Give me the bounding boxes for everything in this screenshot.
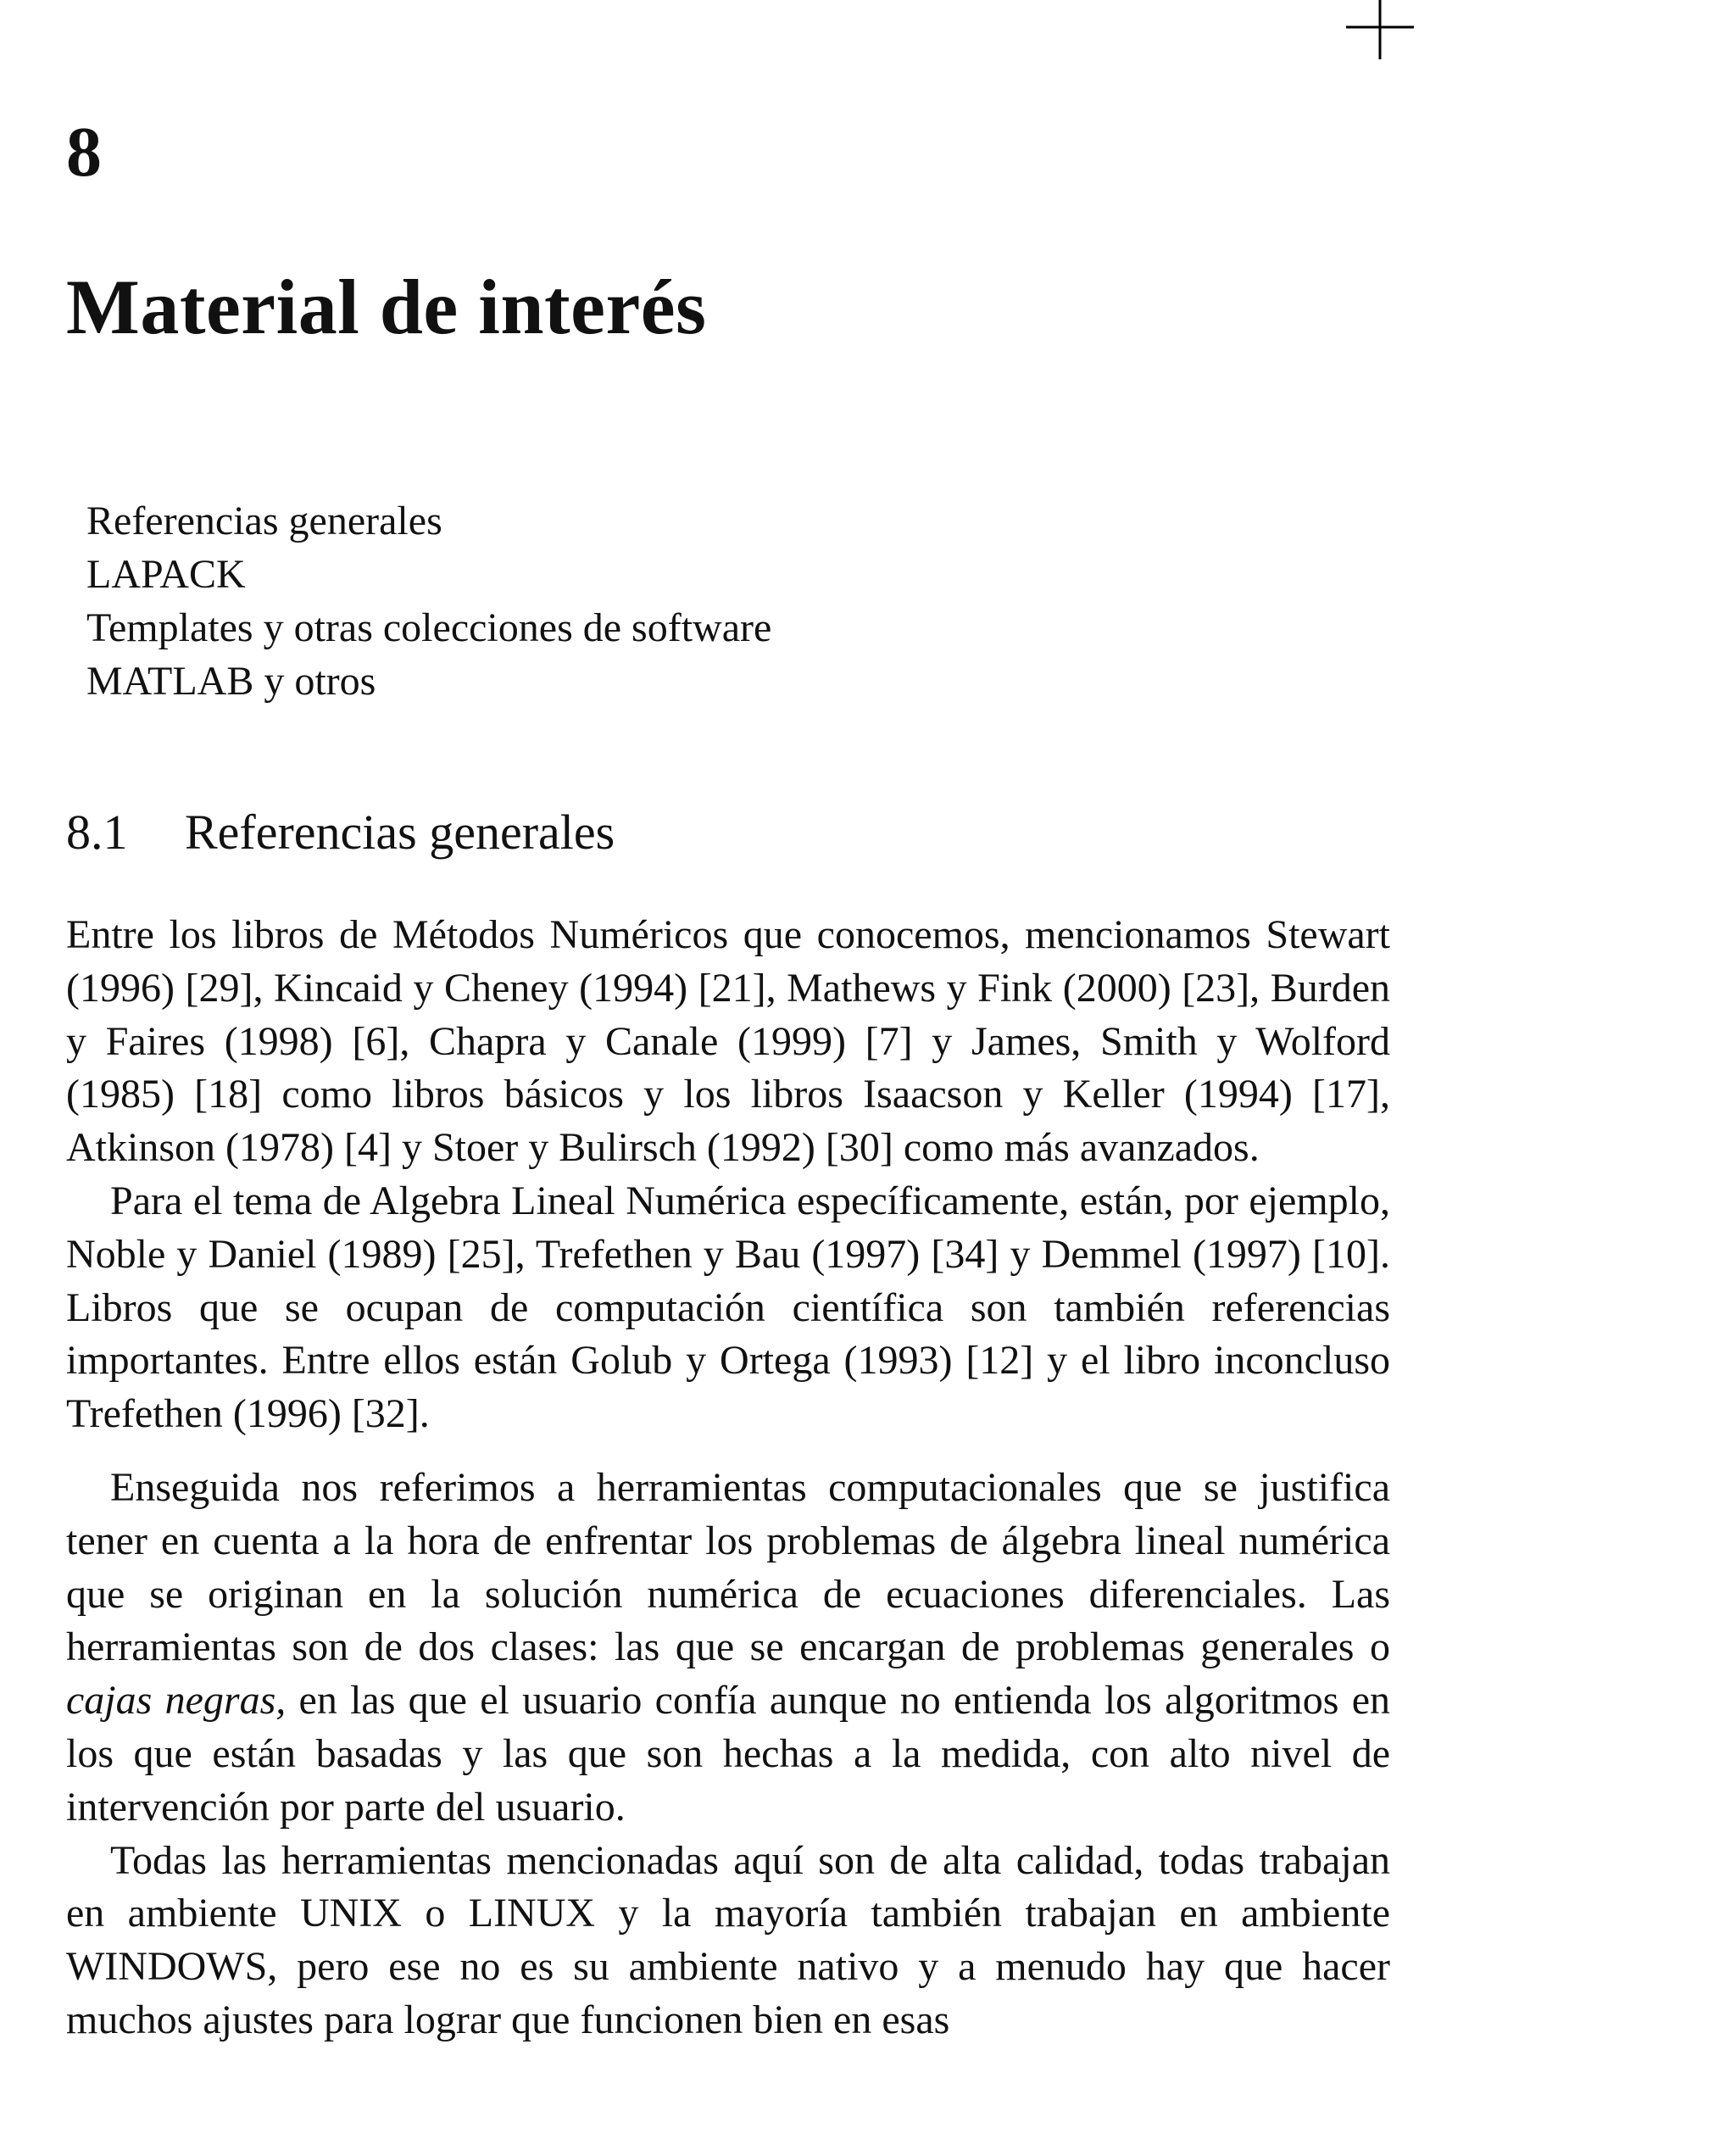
emphasis-text: cajas negras, <box>66 1678 287 1724</box>
chapter-contents-list <box>86 494 771 708</box>
chapter-title: Material de interés <box>66 264 707 350</box>
contents-item: LAPACK <box>86 552 246 597</box>
paragraph: Entre los libros de Métodos Numéricos que conocemos, mencionamos Stewart (1996) [29], Kincaid y Cheney (1994) [21], Mathews y Fink (2000) [23], Burden y Faires (1998) [6], Chapra y Canale (1999) [7] y James, Smith y Wolford (1985) [18] como libros básicos y los libros Isaacson y Keller (1994) [17], Atkinson (1978) [4] y Stoer y Bulirsch (1992) [30] como más avanzados. <box>66 912 1390 1171</box>
contents-item: Referencias generales <box>86 499 442 543</box>
section-number: 8.1 <box>66 805 128 860</box>
contents-item: Templates y otras colecciones de software <box>86 605 772 650</box>
paragraph-text: en las que el usuario confía aunque no entienda los algoritmos en los que están basadas y las que son hechas a la medida, con alto nivel de intervención por parte del usuario. <box>66 1678 1390 1830</box>
contents-item: MATLAB y otros <box>86 659 376 704</box>
section-title: Referencias generales <box>185 805 615 860</box>
body-text <box>66 909 1390 2047</box>
chapter-number: 8 <box>66 113 102 192</box>
section-heading <box>66 805 615 860</box>
paragraph: Todas las herramientas mencionadas aquí son de alta calidad, todas trabajan en ambiente UNIX o LINUX y la mayoría también trabajan en ambiente WINDOWS, pero ese no es su ambiente nativo y a menudo hay que hacer muchos ajustes para lograr que funcionen bien en esas <box>66 1837 1390 2042</box>
crop-mark-icon <box>1346 0 1414 61</box>
paragraph-text: Enseguida nos referimos a herramientas computacionales que se justifica tener en cuenta a la hora de enfrentar los problemas de álgebra lineal numérica que se originan en la solución numérica de ecuaciones diferenciales. Las herramientas son de dos clases: las que se encargan de problemas generales o <box>66 1464 1390 1670</box>
paragraph: Para el tema de Algebra Lineal Numérica específicamente, están, por ejemplo, Noble y Daniel (1989) [25], Trefethen y Bau (1997) [34] y Demmel (1997) [10]. Libros que se ocupan de computación científica son también referencias importantes. Entre ellos están Golub y Ortega (1993) [12] y el libro inconcluso Trefethen (1996) [32]. <box>66 1178 1390 1437</box>
paragraph <box>66 1462 1390 1835</box>
